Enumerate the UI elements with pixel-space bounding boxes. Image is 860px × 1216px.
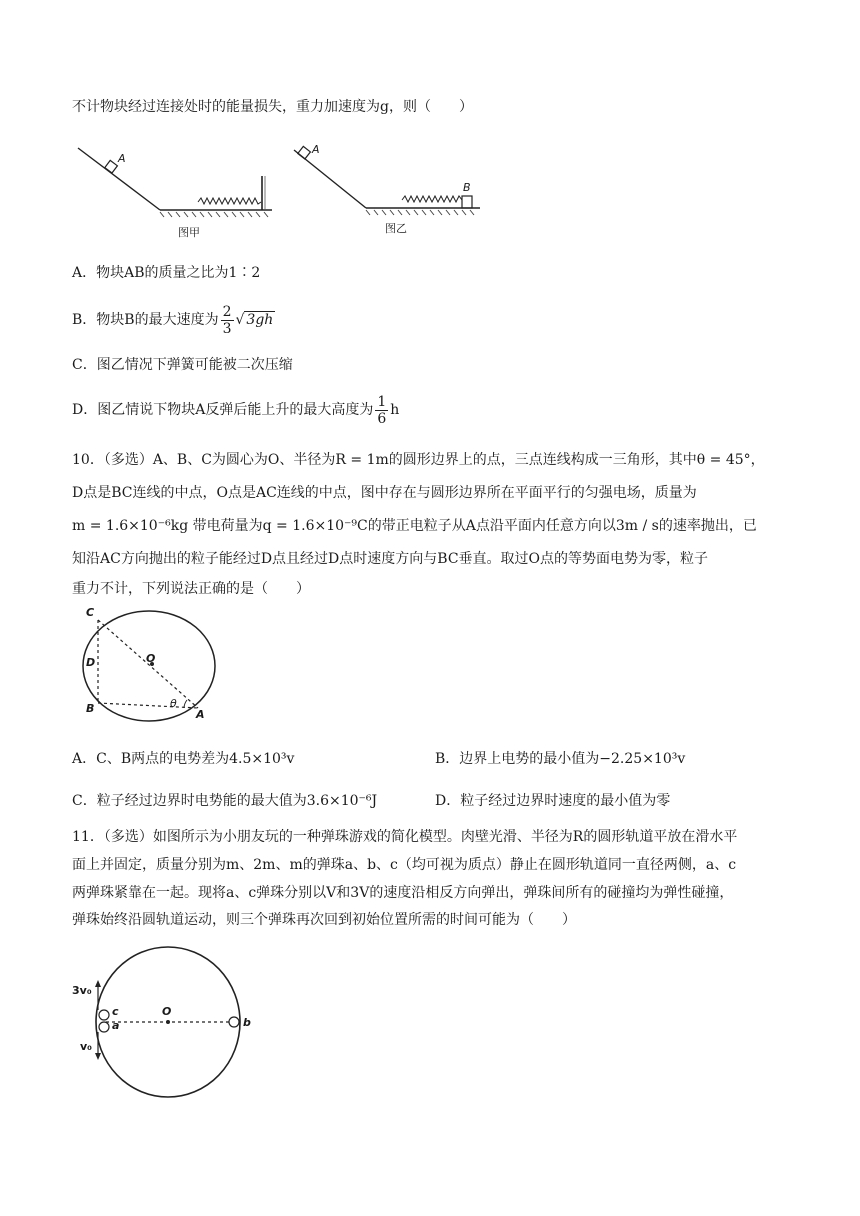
q10-fig-label-C: C [86,606,95,619]
q9-option-B [72,302,275,338]
q10-stem-line-5: 重力不计，下列说法正确的是（ ） [72,581,310,597]
sqrt-icon: √ [235,312,245,328]
q9-option-D-prefix: D．图乙情说下物块A反弹后能上升的最大高度为 [72,402,374,418]
q11-stem-line-1: 11．（多选）如图所示为小朋友玩的一种弹珠游戏的简化模型。肉壁光滑、半径为R的圆形轨道平放在滑水平 [72,829,738,845]
q9-option-D-fraction [375,394,388,427]
figure-circular-track [66,940,256,1104]
q10-fig-label-O: O [146,652,156,665]
q9-option-B-numerator: 2 [222,303,232,320]
q9-option-D-numerator: 1 [377,393,387,410]
q9-option-C: C．图乙情况下弹簧可能被二次压缩 [72,357,293,373]
q11-stem-line-4: 弹珠始终沿圆轨道运动，则三个弹珠再次回到初始位置所需的时间可能为（ ） [72,912,576,928]
q11-fig-label-c: c [112,1005,119,1018]
q11-fig-label-v-bottom: v₀ [80,1040,92,1053]
q11-fig-label-b: b [243,1016,251,1029]
q11-stem-line-3: 两弹珠紧靠在一起。现将a、c弹珠分别以V和3V的速度沿相反方向弹出，弹珠间所有的碰撞均为弹性碰撞， [72,885,734,901]
q10-option-D: D．粒子经过边界时速度的最小值为零 [435,793,671,809]
q10-option-B: B．边界上电势的最小值为−2.25×10³v [435,751,686,767]
q9-option-D [72,392,399,428]
fig1-label-B: B [463,181,471,194]
q11-stem-line-2: 面上并固定，质量分别为m、2m、m的弹珠a、b、c（均可视为质点）静止在圆形轨道同一直径两侧，a、c [72,857,737,873]
q11-fig-label-O: O [162,1005,172,1018]
q10-fig-label-A: A [196,708,205,721]
q10-fig-label-theta: θ [170,697,177,710]
q11-fig-label-a: a [112,1019,120,1032]
q9-option-D-suffix: h [390,402,400,418]
fig1-caption-left: 图甲 [178,226,200,239]
fig1-label-A: A [118,152,126,165]
q9-option-B-fraction [221,304,234,337]
question-intro-line: 不计物块经过连接处时的能量损失，重力加速度为g，则（ ） [72,99,473,115]
q10-option-C: C．粒子经过边界时电势能的最大值为3.6×10⁻⁶J [72,793,378,809]
q10-stem-line-1: 10．（多选）A、B、C为圆心为O、半径为R = 1m的圆形边界上的点，三点连线构成一三角形，其中θ = 45°， [72,452,765,468]
fig1-caption-right: 图乙 [385,222,407,235]
q10-option-A: A．C、B两点的电势差为4.5×10³v [72,751,295,767]
q10-fig-label-B: B [86,702,95,715]
q9-option-D-denominator: 6 [377,410,387,427]
q10-stem-line-2: D点是BC连线的中点，O点是AC连线的中点，图中存在与圆形边界所在平面平行的匀强电场，质量为 [72,485,697,501]
q9-option-B-prefix: B．物块B的最大速度为 [72,312,219,328]
q9-option-B-denominator: 3 [222,320,232,337]
q10-stem-line-3: m = 1.6×10⁻⁶kg 带电荷量为q = 1.6×10⁻⁹C的带正电粒子从A点沿平面内任意方向以3m / s的速率抛出，已 [72,518,757,534]
figure-incline-spring-left [72,140,278,248]
q9-option-A: A．物块AB的质量之比为1∶2 [72,265,261,281]
q10-stem-line-4: 知沿AC方向抛出的粒子能经过D点且经过D点时速度方向与BC垂直。取过O点的等势面电势为零，粒子 [72,551,709,567]
q10-fig-label-D: D [86,656,96,669]
q11-fig-label-v-top: 3v₀ [72,984,92,997]
fig1-label-A2: A [312,143,320,156]
q9-option-B-radicand: 3gh [246,312,274,328]
